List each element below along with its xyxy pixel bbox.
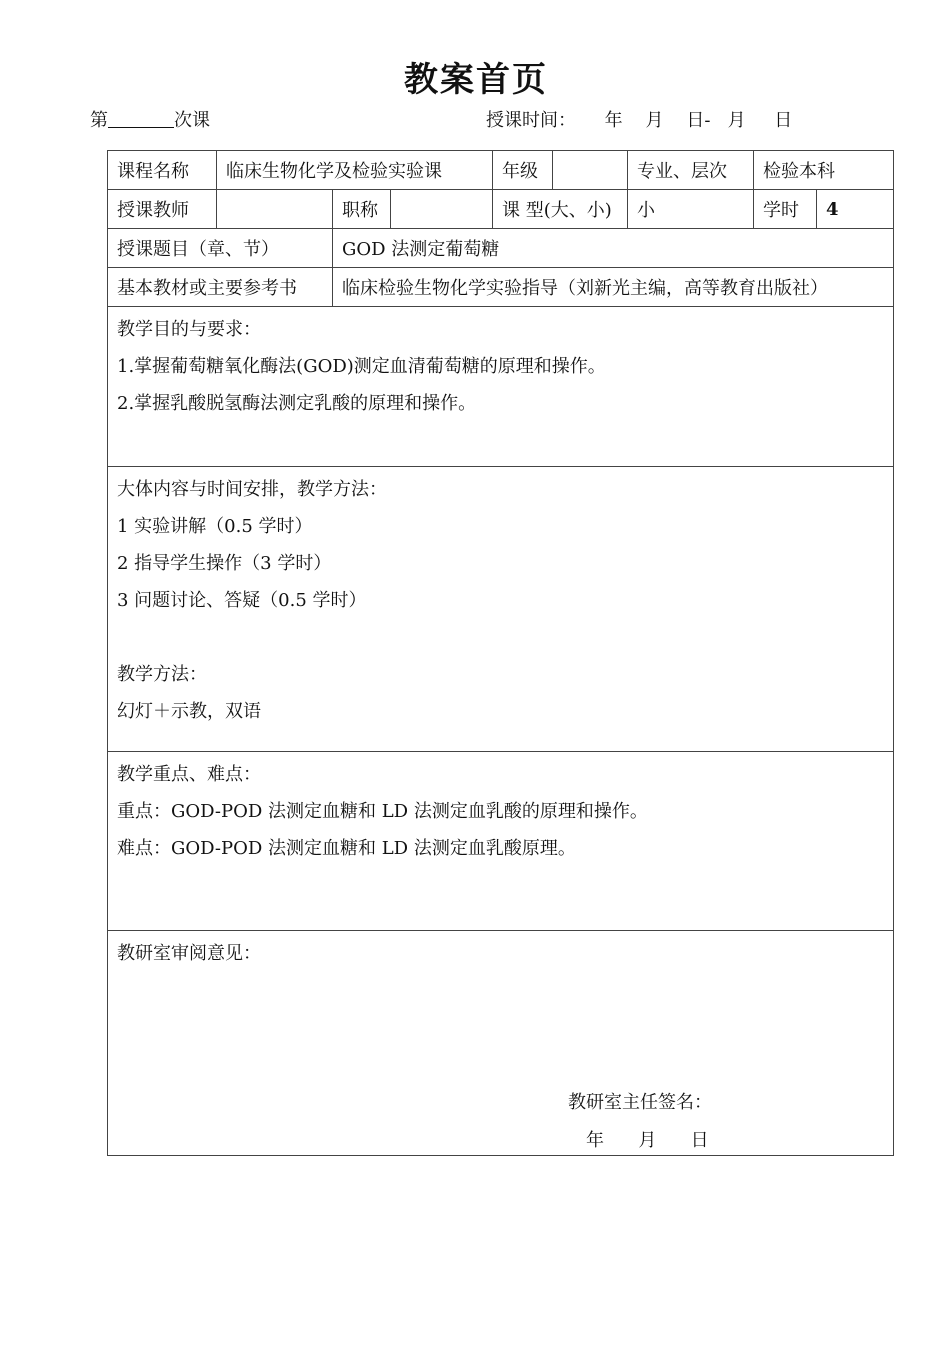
- title-label: 职称: [333, 190, 391, 229]
- difficult-point: 难点：GOD-POD 法测定血糖和 LD 法测定血乳酸原理。: [117, 838, 576, 859]
- row-book: [108, 268, 894, 307]
- teacher-label: 授课教师: [108, 190, 217, 229]
- major-value: 检验本科: [754, 151, 894, 190]
- lesson-number-blank: [108, 111, 174, 128]
- content-section: [108, 467, 894, 752]
- row-key-points: [108, 752, 894, 931]
- objective-item: 2.掌握乳酸脱氢酶法测定乳酸的原理和操作。: [117, 393, 477, 414]
- content-item: 1 实验讲解（0.5 学时）: [117, 516, 313, 537]
- major-label: 专业、层次: [628, 151, 754, 190]
- topic-label: 授课题目（章、节）: [108, 229, 333, 268]
- book-value: 临床检验生物化学实验指导（刘新光主编，高等教育出版社）: [333, 268, 894, 307]
- hours-label: 学时: [754, 190, 817, 229]
- row-review: [108, 931, 894, 1156]
- objectives-section: [108, 307, 894, 467]
- topic-value: GOD 法测定葡萄糖: [333, 229, 894, 268]
- signature-date: 年 月 日: [586, 1130, 709, 1151]
- title-value: [391, 190, 493, 229]
- lesson-time: [486, 106, 792, 132]
- method-value: 幻灯＋示教，双语: [117, 701, 261, 722]
- row-topic: [108, 229, 894, 268]
- time-label: 授课时间：: [486, 110, 576, 131]
- book-label: 基本教材或主要参考书: [108, 268, 333, 307]
- lesson-suffix: 次课: [174, 110, 210, 131]
- row-teacher: [108, 190, 894, 229]
- type-label: 课 型(大、小): [493, 190, 628, 229]
- teacher-value: [217, 190, 333, 229]
- row-course: [108, 151, 894, 190]
- content-item: 2 指导学生操作（3 学时）: [117, 553, 332, 574]
- key-point: 重点：GOD-POD 法测定血糖和 LD 法测定血乳酸的原理和操作。: [117, 801, 648, 822]
- grade-value: [553, 151, 628, 190]
- course-label: 课程名称: [108, 151, 217, 190]
- review-heading: 教研室审阅意见：: [117, 943, 261, 964]
- objective-item: 1.掌握葡萄糖氧化酶法(GOD)测定血清葡萄糖的原理和操作。: [117, 356, 606, 377]
- method-heading: 教学方法：: [117, 664, 207, 685]
- lesson-prefix: 第: [90, 110, 108, 131]
- course-value: 临床生物化学及检验实验课: [217, 151, 493, 190]
- content-item: 3 问题讨论、答疑（0.5 学时）: [117, 590, 367, 611]
- content-heading: 大体内容与时间安排，教学方法：: [117, 479, 387, 500]
- type-value: 小: [628, 190, 754, 229]
- row-content: [108, 467, 894, 752]
- lesson-number: [90, 106, 210, 132]
- lesson-plan-table: [107, 150, 894, 1156]
- grade-label: 年级: [493, 151, 553, 190]
- review-section: [108, 931, 894, 1156]
- signature-label: 教研室主任签名：: [568, 1092, 712, 1113]
- objectives-heading: 教学目的与要求：: [117, 319, 261, 340]
- content-gap: [117, 625, 884, 662]
- key-points-heading: 教学重点、难点：: [117, 764, 261, 785]
- page-title: 教案首页: [404, 60, 548, 100]
- row-objectives: [108, 307, 894, 467]
- hours-value: 4: [817, 190, 894, 229]
- key-points-section: [108, 752, 894, 931]
- time-fields: 年 月 日- 月 日: [604, 110, 793, 131]
